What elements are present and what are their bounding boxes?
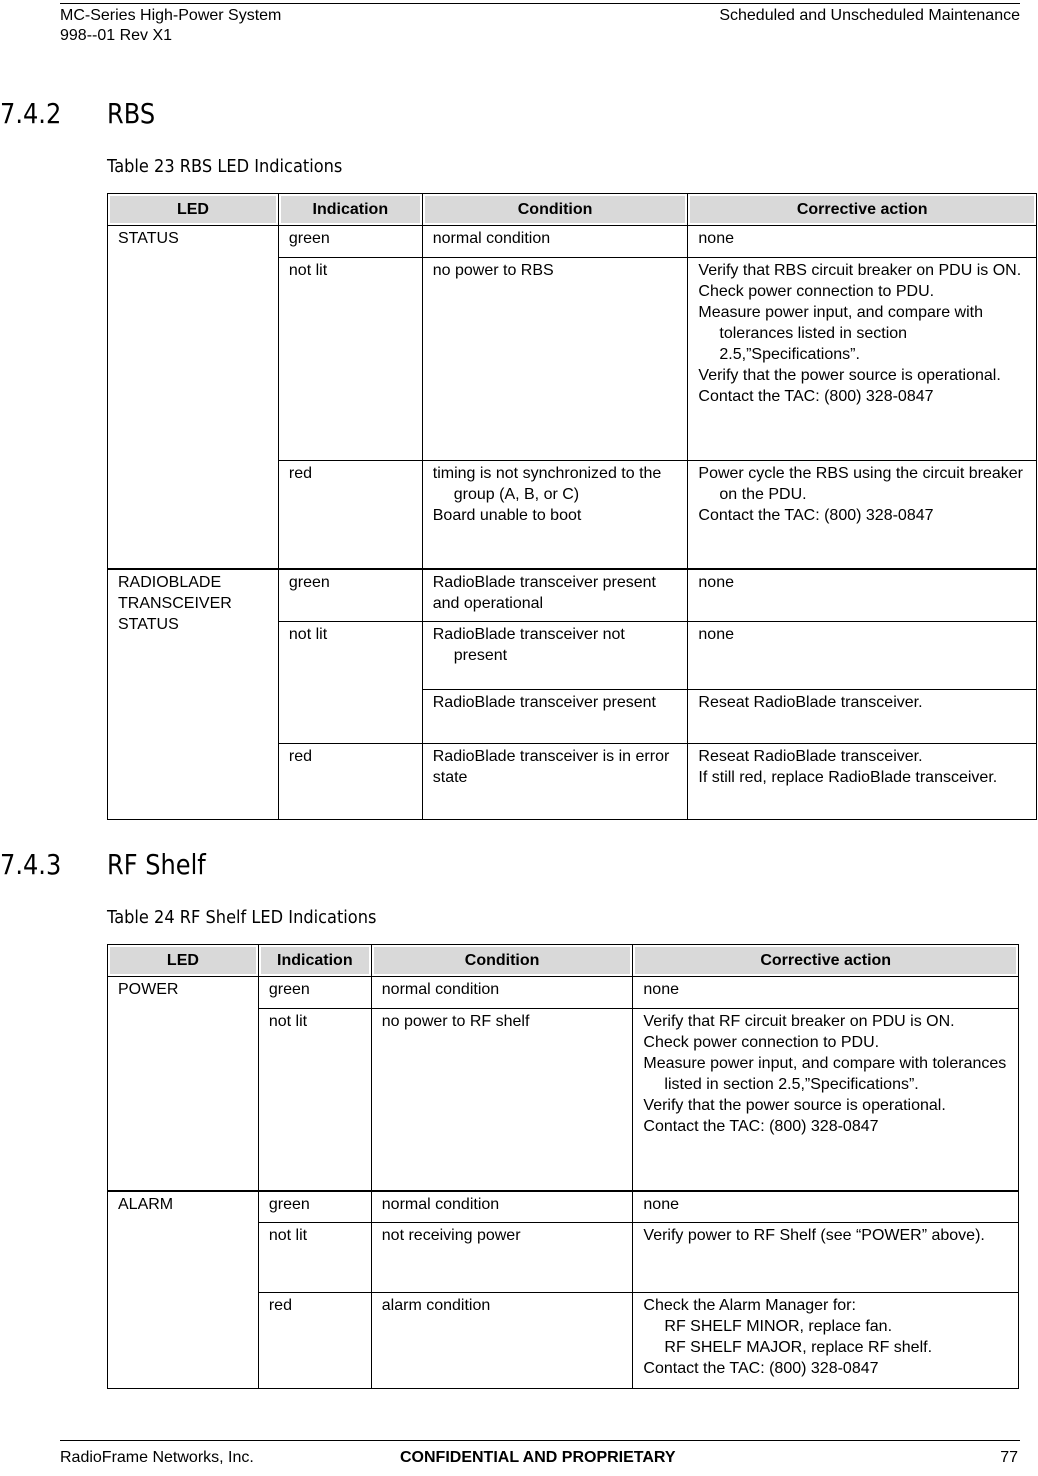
condition-cell	[422, 690, 688, 744]
action-step: If still red, replace RadioBlade transceiver.	[698, 769, 998, 786]
footer-company: RadioFrame Networks, Inc.	[60, 1449, 254, 1466]
action-step: Check power connection to PDU.	[698, 283, 935, 300]
action-step: Power cycle the RBS using the circuit breaker on the PDU.	[698, 465, 1023, 503]
action-cell: none	[633, 977, 1019, 1009]
action-cell	[633, 1293, 1019, 1389]
col-condition: Condition	[371, 945, 633, 977]
table-24	[107, 944, 1019, 1389]
footer-confidential: CONFIDENTIAL AND PROPRIETARY	[400, 1449, 676, 1466]
indication-cell: green	[258, 977, 371, 1009]
led-name: STATUS	[118, 230, 179, 247]
action-step: Verify that RF circuit breaker on PDU is ON.	[643, 1013, 955, 1030]
action-cell: none	[633, 1191, 1019, 1223]
led-name: POWER	[118, 981, 179, 998]
col-corrective-action: Corrective action	[633, 945, 1019, 977]
led-power	[108, 977, 259, 1191]
led-name-line: TRANSCEIVER	[118, 594, 232, 612]
table-header-row	[108, 945, 1019, 977]
action-step: Verify that the power source is operational.	[698, 367, 1001, 384]
condition-line: Board unable to boot	[432, 507, 582, 524]
action-substep: RF SHELF MINOR, replace fan.	[664, 1318, 893, 1335]
table-23	[107, 193, 1037, 820]
action-cell: none	[688, 569, 1037, 622]
section-title-rf-shelf: RF Shelf	[107, 848, 206, 881]
condition-cell	[422, 461, 688, 569]
condition-cell: normal condition	[422, 226, 688, 258]
action-step: Measure power input, and compare with tolerances listed in section 2.5,”Specifications”.	[643, 1055, 1007, 1093]
condition-line: RadioBlade transceiver present	[432, 694, 656, 711]
led-alarm	[108, 1191, 259, 1389]
action-step: Contact the TAC: (800) 328-0847	[643, 1360, 879, 1377]
condition-cell: no power to RF shelf	[371, 1009, 633, 1191]
indication-cell: not lit	[258, 1223, 371, 1293]
section-number-7-4-2: 7.4.2	[0, 97, 62, 130]
action-step: Measure power input, and compare with tolerances listed in section 2.5,”Specifications”.	[698, 304, 983, 363]
indication-cell: not lit	[258, 1009, 371, 1191]
led-status	[108, 226, 279, 569]
action-step: Reseat RadioBlade transceiver.	[698, 748, 923, 765]
led-radioblade-transceiver-status	[108, 569, 279, 820]
indication-cell: red	[258, 1293, 371, 1389]
action-substep: RF SHELF MAJOR, replace RF shelf.	[664, 1339, 933, 1356]
header-left	[60, 6, 281, 46]
action-cell	[688, 258, 1037, 461]
condition-cell: RadioBlade transceiver is in error state	[422, 744, 688, 820]
col-led: LED	[108, 194, 279, 226]
page-number: 77	[1000, 1449, 1018, 1466]
led-name-line: RADIOBLADE	[118, 573, 222, 591]
action-step: Contact the TAC: (800) 328-0847	[698, 507, 934, 524]
section-title-rbs: RBS	[107, 97, 156, 130]
table-24-caption: Table 24 RF Shelf LED Indications	[107, 907, 377, 928]
condition-cell: RadioBlade transceiver present and operational	[422, 569, 688, 622]
led-name-line: STATUS	[118, 615, 179, 633]
indication-cell: red	[278, 461, 422, 569]
action-step: Verify that the power source is operational.	[643, 1097, 946, 1114]
condition-cell	[422, 622, 688, 690]
table-row	[108, 226, 1037, 258]
action-step: Contact the TAC: (800) 328-0847	[698, 388, 934, 405]
action-cell	[633, 1009, 1019, 1191]
table-header-row	[108, 194, 1037, 226]
action-cell	[688, 744, 1037, 820]
condition-line: timing is not synchronized to the group (A, B, or C)	[432, 465, 662, 503]
indication-cell: red	[278, 744, 422, 820]
action-cell: Reseat RadioBlade transceiver.	[688, 690, 1037, 744]
action-cell: none	[688, 226, 1037, 258]
chapter-title: Scheduled and Unscheduled Maintenance	[719, 7, 1020, 24]
indication-cell: not lit	[278, 622, 422, 744]
col-condition: Condition	[422, 194, 688, 226]
indication-cell: green	[278, 569, 422, 622]
condition-cell: normal condition	[371, 977, 633, 1009]
footer-rule	[60, 1440, 1020, 1441]
action-step: Contact the TAC: (800) 328-0847	[643, 1118, 879, 1135]
table-row	[108, 1191, 1019, 1223]
indication-cell: green	[278, 226, 422, 258]
col-corrective-action: Corrective action	[688, 194, 1037, 226]
header-rule	[60, 3, 1020, 4]
doc-revision: 998--01 Rev X1	[60, 27, 173, 44]
action-step: Check power connection to PDU.	[643, 1034, 880, 1051]
condition-cell: normal condition	[371, 1191, 633, 1223]
action-step: Verify that RBS circuit breaker on PDU is ON.	[698, 262, 1022, 279]
col-indication: Indication	[278, 194, 422, 226]
col-indication: Indication	[258, 945, 371, 977]
condition-cell: alarm condition	[371, 1293, 633, 1389]
table-23-caption: Table 23 RBS LED Indications	[107, 156, 343, 177]
action-step: Verify power to RF Shelf (see “POWER” above).	[643, 1227, 985, 1244]
col-led: LED	[108, 945, 259, 977]
table-row	[108, 569, 1037, 622]
table-row	[108, 977, 1019, 1009]
led-name: ALARM	[118, 1195, 174, 1213]
condition-cell: not receiving power	[371, 1223, 633, 1293]
indication-cell: not lit	[278, 258, 422, 461]
doc-title: MC-Series High-Power System	[60, 7, 282, 24]
action-cell: none	[688, 622, 1037, 690]
condition-line: RadioBlade transceiver not present	[432, 626, 625, 664]
section-number-7-4-3: 7.4.3	[0, 848, 62, 881]
action-cell	[633, 1223, 1019, 1293]
condition-cell: no power to RBS	[422, 258, 688, 461]
indication-cell: green	[258, 1191, 371, 1223]
action-cell	[688, 461, 1037, 569]
action-step: Check the Alarm Manager for:	[643, 1297, 856, 1314]
